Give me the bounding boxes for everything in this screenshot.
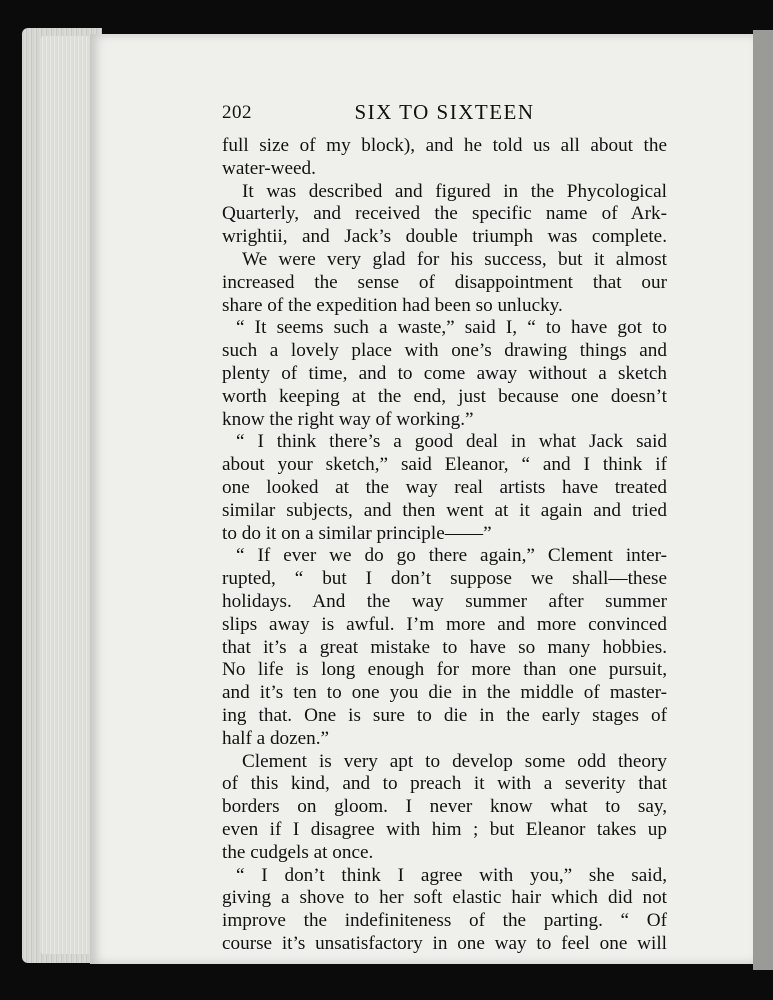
text-line: plenty of time, and to come away without a sketch bbox=[222, 362, 667, 384]
page-number: 202 bbox=[222, 102, 252, 123]
text-line: full size of my block), and he told us all about the bbox=[222, 135, 667, 156]
text-line: “ It seems such a waste,” said I, “ to have got to bbox=[236, 317, 667, 339]
text-line: Quarterly, and received the specific name of Ark- bbox=[222, 203, 667, 225]
text-line: borders on gloom. I never know what to say, bbox=[222, 796, 667, 818]
text-line: worth keeping at the end, just because one doesn’t bbox=[222, 385, 667, 407]
text-line: slips away is awful. I’m more and more convinced bbox=[222, 613, 667, 635]
text-line: of this kind, and to preach it with a severity that bbox=[222, 773, 667, 795]
text-line: to do it on a similar principle——” bbox=[222, 522, 492, 544]
text-line: holidays. And the way summer after summer bbox=[222, 590, 667, 612]
text-line: share of the expedition had been so unlucky. bbox=[222, 294, 563, 316]
text-line: even if I disagree with him ; but Eleanor takes up bbox=[222, 818, 667, 840]
text-line: one looked at the way real artists have treated bbox=[222, 476, 667, 498]
text-line: wrightii, and Jack’s double triumph was complete. bbox=[222, 226, 667, 248]
text-line: know the right way of working.” bbox=[222, 408, 474, 430]
text-line: half a dozen.” bbox=[222, 727, 330, 749]
running-head bbox=[222, 100, 667, 124]
text-line: water-weed. bbox=[222, 157, 316, 179]
text-line: such a lovely place with one’s drawing things and bbox=[222, 340, 667, 362]
text-line: rupted, “ but I don’t suppose we shall—these bbox=[222, 568, 667, 590]
text-line: course it’s unsatisfactory in one way to feel one will bbox=[222, 932, 667, 954]
text-line: “ If ever we do go there again,” Clement inter- bbox=[236, 545, 667, 567]
text-line: “ I think there’s a good deal in what Jack said bbox=[236, 431, 667, 453]
text-line: It was described and figured in the Phycological bbox=[242, 180, 667, 202]
text-line: “ I don’t think I agree with you,” she said, bbox=[236, 864, 667, 886]
text-line: Clement is very apt to develop some odd theory bbox=[242, 750, 667, 772]
text-line: We were very glad for his success, but it almost bbox=[242, 248, 667, 270]
text-line: No life is long enough for more than one pursuit, bbox=[222, 659, 667, 681]
text-line: similar subjects, and then went at it again and tried bbox=[222, 499, 667, 521]
facing-page-shadow bbox=[753, 30, 773, 970]
text-line: the cudgels at once. bbox=[222, 841, 374, 863]
running-title: SIX TO SIXTEEN bbox=[354, 100, 535, 124]
text-line: increased the sense of disappointment that our bbox=[222, 271, 667, 293]
text-line: that it’s a great mistake to have so many hobbies. bbox=[222, 636, 667, 658]
body-text bbox=[222, 135, 667, 956]
text-line: improve the indefiniteness of the parting. “ Of bbox=[222, 910, 667, 932]
text-line: about your sketch,” said Eleanor, “ and I think if bbox=[222, 454, 667, 476]
text-line: giving a shove to her soft elastic hair which did not bbox=[222, 887, 667, 909]
text-line: and it’s ten to one you die in the middle of master- bbox=[222, 682, 667, 704]
text-line: ing that. One is sure to die in the early stages of bbox=[222, 704, 667, 726]
